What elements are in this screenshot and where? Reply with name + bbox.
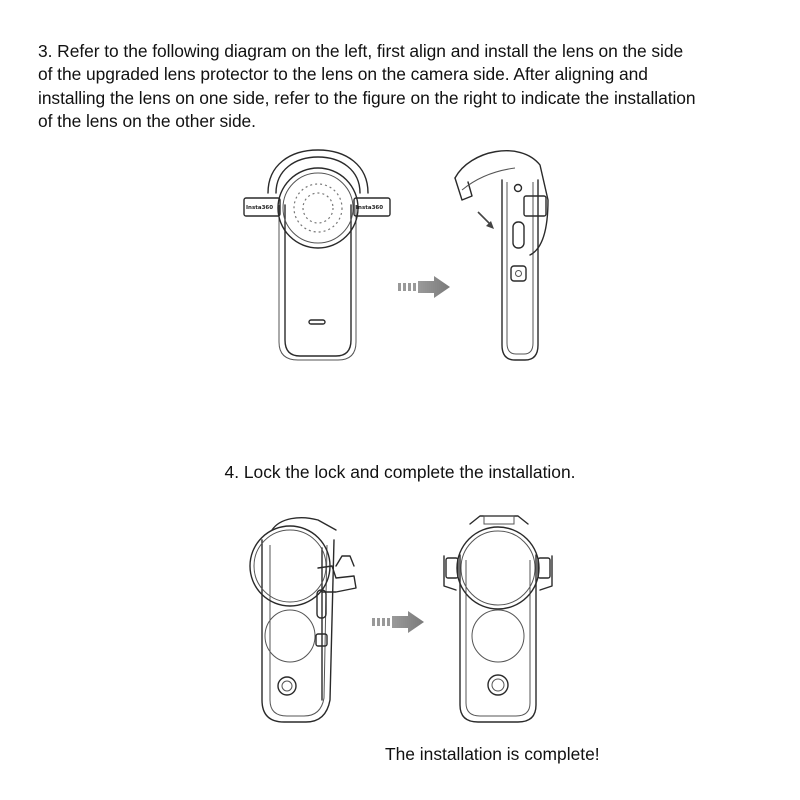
completion-message: The installation is complete!: [385, 744, 600, 764]
step-3-line-3: installing the lens on one side, refer to the figure on the right to indicate the installation: [38, 87, 696, 108]
step3-arrow-icon: [398, 276, 450, 298]
step3-camera-side-figure: [455, 151, 548, 360]
step-3-line-4: of the lens on the other side.: [38, 110, 256, 131]
step4-camera-angled-figure: [250, 518, 356, 722]
step-4-instruction: 4. Lock the lock and complete the installation.: [224, 462, 576, 482]
step4-arrow-icon: [372, 611, 424, 633]
step-3-line-1: 3. Refer to the following diagram on the left, first align and install the lens on the side: [38, 41, 684, 61]
step3-camera-front-figure: [244, 150, 390, 360]
step-3-line-2: of the upgraded lens protector to the lens on the camera side. After aligning and: [38, 64, 648, 85]
brand-label-right: Insta360: [356, 205, 384, 211]
brand-label-left: Insta360: [246, 205, 274, 211]
step4-camera-installed-figure: [444, 516, 552, 722]
